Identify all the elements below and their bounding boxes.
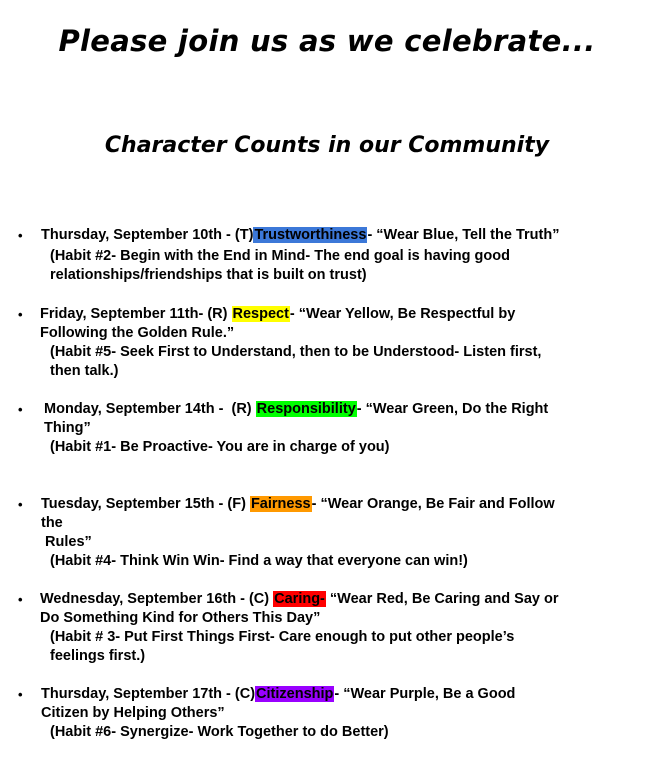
page-title: Please join us as we celebrate... <box>58 24 596 58</box>
item-main-line: Wednesday, September 16th - (C) Caring- “Wear Red, Be Caring and Say or <box>40 591 559 607</box>
list-item-fairness <box>18 495 638 571</box>
habit-line: then talk.) <box>50 363 119 379</box>
item-main-line: Friday, September 11th- (R) Respect- “Wear Yellow, Be Respectful by <box>40 306 516 322</box>
bullet-icon: • <box>18 402 23 417</box>
trait-highlight-citizenship: Citizenship <box>256 686 334 702</box>
habit-line: feelings first.) <box>50 648 146 664</box>
list-item-trustworthiness <box>18 226 638 285</box>
habit-line: (Habit #4- Think Win Win- Find a way that everyone can win!) <box>50 553 468 569</box>
bullet-icon: • <box>18 228 23 243</box>
trait-highlight-respect: Respect <box>232 306 289 322</box>
item-continuation-line: Citizen by Helping Others” <box>41 705 225 721</box>
item-main-line: Thursday, September 10th - (T)Trustworthiness- “Wear Blue, Tell the Truth” <box>41 227 560 243</box>
item-main-line: Monday, September 14th - (R) Responsibility- “Wear Green, Do the Right <box>40 401 549 417</box>
habit-line: (Habit #6- Synergize- Work Together to do Better) <box>50 724 389 740</box>
bullet-icon: • <box>18 592 23 607</box>
item-continuation-line: Rules” <box>41 534 92 550</box>
habit-line: (Habit # 3- Put First Things First- Care enough to put other people’s <box>50 629 515 645</box>
list-item-citizenship <box>18 685 638 742</box>
item-main-line: Thursday, September 17th - (C)Citizenship- “Wear Purple, Be a Good <box>41 686 516 702</box>
page-subtitle: Character Counts in our Community <box>104 133 550 158</box>
item-continuation-line: the <box>41 515 63 531</box>
item-continuation-line: Do Something Kind for Others This Day” <box>40 610 321 626</box>
bullet-icon: • <box>18 497 23 512</box>
trait-highlight-trustworthiness: Trustworthiness <box>254 227 367 243</box>
trait-highlight-responsibility: Responsibility <box>256 401 356 417</box>
habit-line: (Habit #2- Begin with the End in Mind- The end goal is having good <box>50 248 510 264</box>
trait-highlight-caring: Caring- <box>274 591 325 607</box>
trait-highlight-fairness: Fairness <box>250 496 311 512</box>
item-main-line: Tuesday, September 15th - (F) Fairness- “Wear Orange, Be Fair and Follow <box>41 496 555 512</box>
list-item-caring <box>18 590 638 666</box>
habit-line: (Habit #1- Be Proactive- You are in charge of you) <box>50 439 390 455</box>
list-item-responsibility <box>18 400 638 457</box>
habit-line: (Habit #5- Seek First to Understand, then to be Understood- Listen first, <box>50 344 542 360</box>
list-item-respect <box>18 305 638 381</box>
bullet-icon: • <box>18 687 23 702</box>
item-continuation-line: Following the Golden Rule.” <box>40 325 235 341</box>
item-continuation-line: Thing” <box>40 420 91 436</box>
bullet-icon: • <box>18 307 23 322</box>
habit-line: relationships/friendships that is built on trust) <box>50 267 367 283</box>
